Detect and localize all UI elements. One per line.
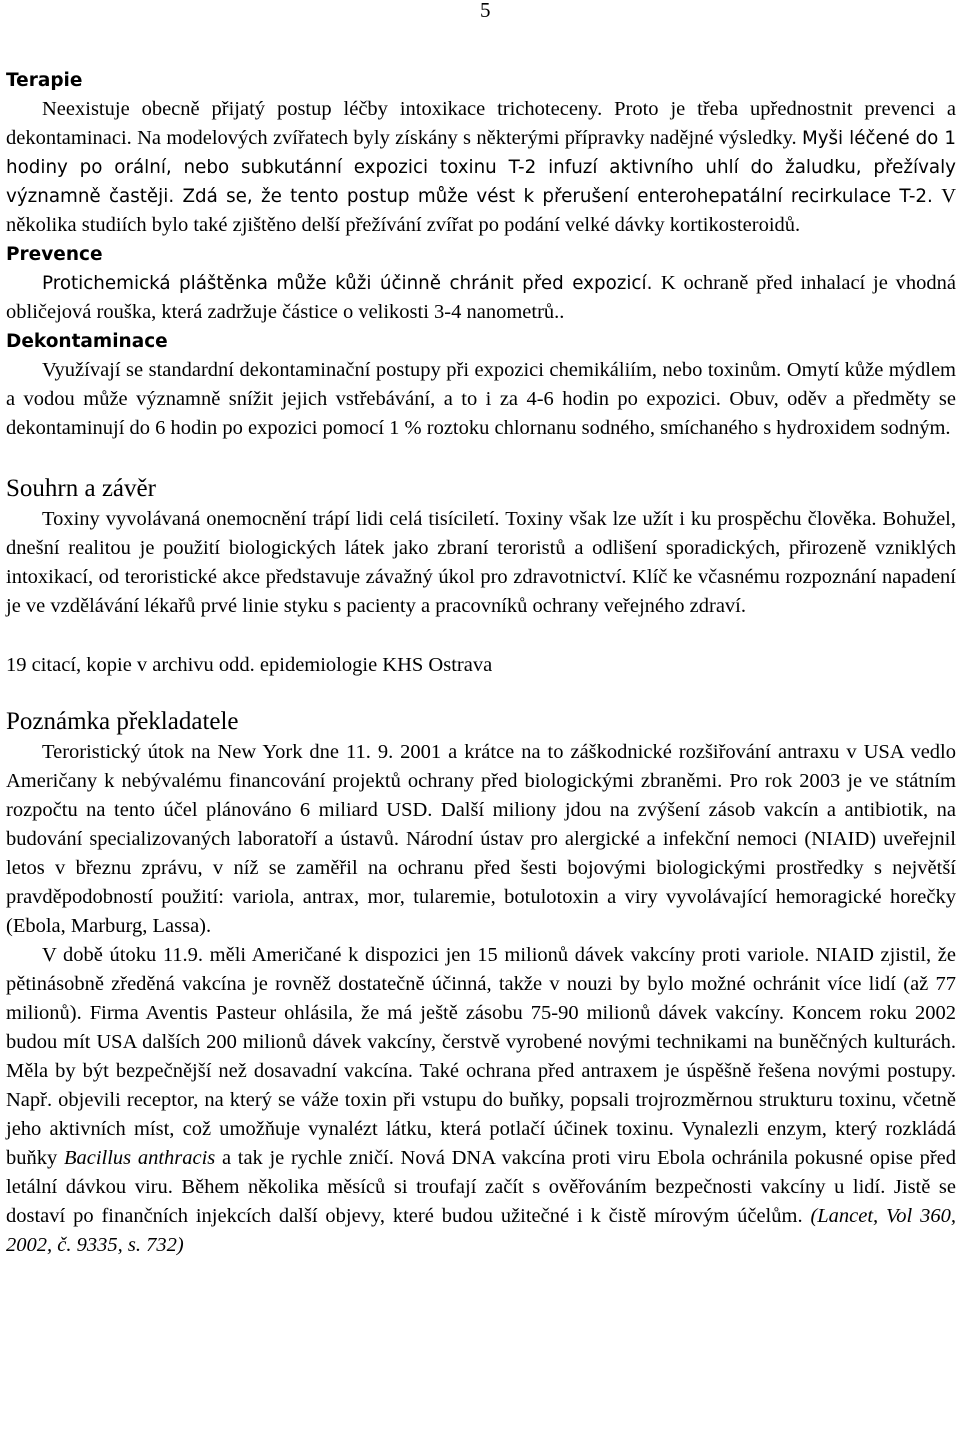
souhrn-paragraph: Toxiny vyvolávaná onemocnění trápí lidi celá tisíciletí. Toxiny však lze užít i ku prospěchu člověka. Bohužel, dnešní realitou je použití biologických látek jako zbraní teroristů a odlišení sporadických, přirozeně vzniklých intoxikací, od teroristické akce představuje závažný úkol pro zdravotnictví. Klíč ke včasnému rozpoznání napadení je ve vzdělávání lékařů prvé linie styku s pacienty a pracovníků ochrany veřejného zdraví. bbox=[6, 508, 956, 617]
poznamka-text-a: V době útoku 11.9. měli Američané k dispozici jen 15 milionů dávek vakcíny proti variole. NIAID zjistil, že pětinásobně zředěná vakcína je rovněž dostatečně účinná, takže v nouzi by bylo možné ochránit více lidí (až 77 milionů). Firma Aventis Pasteur ohlásila, že má ještě zásobu 75-90 milionů dávek vakcíny. Koncem roku 2002 budou mít USA dalších 200 milionů dávek vakcíny, čerstvě vyrobené novými technikami na buněčných kulturách. Měla by být bezpečnější než dosavadní vakcína. Také ochrana před antraxem je úspěšně řešena novými postupy. Např. objevili receptor, na který se váže toxin při vstupu do buňky, popsali trojrozměrnou strukturu toxinu, včetně jeho aktivních míst, což umožňuje vynalézt látku, která potlačí účinek toxinu. Vynalezli enzym, který rozkládá buňky bbox=[6, 944, 956, 1169]
prevence-paragraph bbox=[6, 269, 956, 327]
page-number: 5 bbox=[480, 0, 491, 22]
terapie-text-a: Neexistuje obecně přijatý postup léčby intoxikace trichoteceny. Proto je třeba upřednostnit prevenci a dekontaminaci. Na modelových zvířatech byly získány s některými přípravky nadějné výsledky. bbox=[6, 98, 956, 149]
poznamka-text-b: a tak je rychle zničí. Nová DNA vakcína proti viru Ebola ochránila pokusné opise před letální dávkou viru. Během několika měsíců si troufají začít s ověřováním bezpečnosti vakcíny u lidí. Jistě se dostaví po finančních injekcích další objevy, které budou užitečné i k čistě mírovým účelům. bbox=[6, 1147, 957, 1227]
citations-note: 19 citací, kopie v archivu odd. epidemiologie KHS Ostrava bbox=[6, 654, 493, 676]
terapie-paragraph bbox=[6, 95, 956, 240]
terapie-text-c: V několika studiích bylo také zjištěno delší přežívání zvířat po podání velké dávky kortikosteroidů. bbox=[6, 185, 956, 236]
journal-citation: (Lancet, Vol 360, 2002, č. 9335, s. 732) bbox=[6, 1205, 956, 1256]
poznamka-paragraph-2 bbox=[6, 941, 956, 1260]
dekontaminace-paragraph: Využívají se standardní dekontaminační postupy při expozici chemikáliím, nebo toxinům. Omytí kůže mýdlem a vodou může významně snížit jejich vstřebávání, a to i za 4-6 hodin po expozici. Obuv, oděv a předměty se dekontaminují do 6 hodin po expozici pomocí 1 % roztoku chlornanu sodného, smíchaného s hydroxidem sodným. bbox=[6, 359, 956, 439]
spacer bbox=[6, 680, 956, 706]
section-heading-dekontaminace: Dekontaminace bbox=[6, 331, 168, 352]
section-heading-souhrn: Souhrn a závěr bbox=[6, 475, 156, 502]
document-body bbox=[6, 66, 956, 1260]
section-heading-poznamka: Poznámka překladatele bbox=[6, 708, 239, 735]
section-heading-terapie: Terapie bbox=[6, 70, 83, 91]
prevence-text-a: Protichemická pláštěnka může kůži účinně chránit před expozicí. bbox=[42, 273, 661, 294]
spacer bbox=[6, 443, 956, 473]
prevence-text-b: K ochraně před inhalací je vhodná obličejová rouška, která zadržuje částice o velikosti 3-4 nanometrů.. bbox=[6, 272, 956, 323]
spacer bbox=[6, 621, 956, 651]
section-heading-prevence: Prevence bbox=[6, 244, 103, 265]
terapie-text-b: Myši léčené do 1 hodiny po orální, nebo subkutánní expozici toxinu T-2 infuzí aktivního uhlí do žaludku, přežívaly významně častěji. Zdá se, že tento postup může vést k přerušení enterohepatální recirkulace T-2. bbox=[6, 128, 956, 207]
poznamka-paragraph-1: Teroristický útok na New York dne 11. 9. 2001 a krátce na to záškodnické rozšiřování antraxu v USA vedlo Američany k nebývalému financování projektů ochrany před biologickými zbraněmi. Pro rok 2003 je ve státním rozpočtu na tento účel plánováno 6 miliard USD. Další miliony jdou na zvýšení zásob vakcín a antibiotik, na budování specializovaných laboratoří a ústavů. Národní ústav pro alergické a infekční nemoci (NIAID) uveřejnil letos v březnu zprávu, v níž se zaměřil na ochranu před šesti bojovými biologickými prostředky s největší pravděpodobností použití: variola, antrax, mor, tularemie, botulotoxin a viry vyvolávající hemoragické horečky (Ebola, Marburg, Lassa). bbox=[6, 741, 956, 937]
species-name: Bacillus anthracis bbox=[63, 1147, 216, 1169]
